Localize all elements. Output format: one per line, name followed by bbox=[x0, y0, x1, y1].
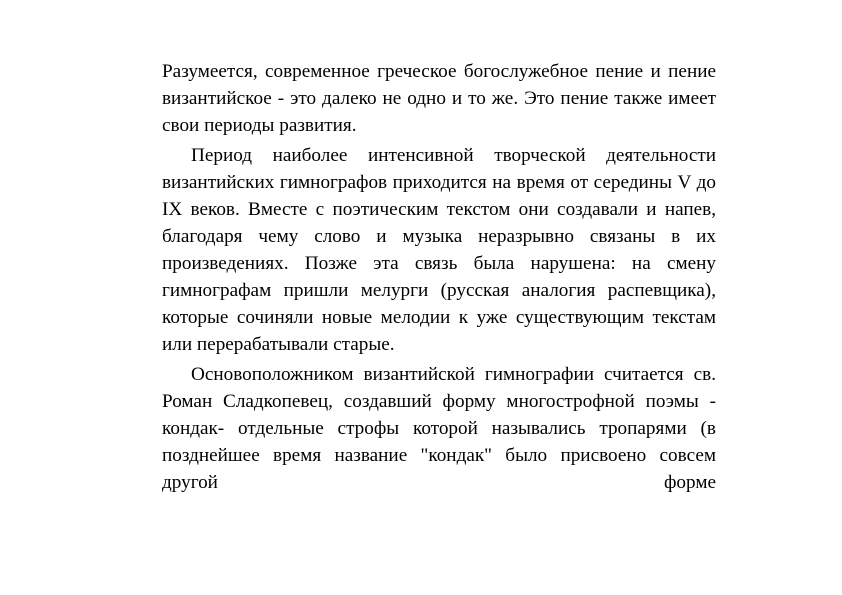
paragraph-roman-melodist: Основоположником византийской гимнографии считается св. Роман Сладкопевец, создавший форму многострофной поэмы - кондак- отдельные строфы которой назывались тропарями (в позднейшее время название "кондак" было присвоено совсем другой форме bbox=[162, 364, 716, 493]
paragraph-hymnographers: Период наиболее интенсивной творческой деятельности византийских гимнографов приходится на время от середины V до IX веков. Вместе с поэтическим текстом они создавали и напев, благодаря чему слово и музыка неразрывно связаны в их произведениях. Позже эта связь была нарушена: на смену гимнографам пришли мелурги (русская аналогия распевщика), которые сочиняли новые мелодии к уже существующим текстам или перерабатывали старые. bbox=[162, 145, 716, 355]
paragraph-intro: Разумеется, современное греческое богослужебное пение и пение византийское - это далеко не одно и то же. Это пение также имеет свои периоды развития. bbox=[162, 61, 716, 136]
document-page bbox=[162, 58, 716, 499]
